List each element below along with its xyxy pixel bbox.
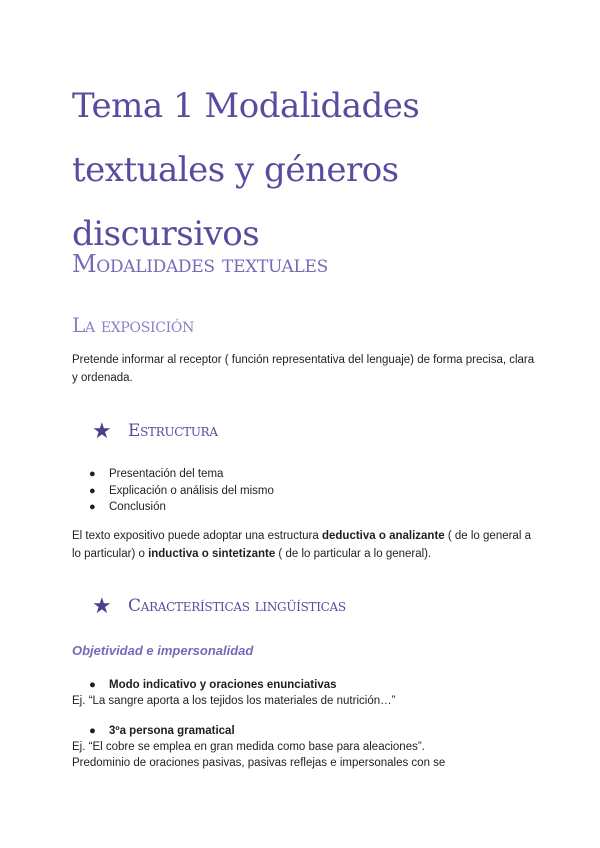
example-text: Ej. “La sangre aporta a los tejidos los materiales de nutrición…” [72,695,396,707]
estructura-paragraph: El texto expositivo puede adoptar una estructura deductiva o analizante ( de lo general a lo particular) o inductiva o sintetizante ( de lo particular a lo general). [72,530,531,560]
bullet-icon: ● [89,484,96,497]
list-item: ● Presentación del tema [72,466,274,483]
bullet-icon: ● [89,468,96,480]
estructura-heading-label: Estructura [128,421,218,441]
list-item: ● Explicación o análisis del mismo [72,483,274,500]
bold-term: inductiva o sintetizante [148,548,276,560]
star-icon: ★ [92,593,112,618]
bullet-icon: ● [89,679,96,691]
page-title: Tema 1 Modalidades textuales y géneros discursivos [72,86,420,254]
estructura-list [72,466,274,516]
bullet-icon: ● [89,501,96,513]
list-item: ● Conclusión [72,499,274,516]
paragraph: Predominio de oraciones pasivas, pasivas reflejas e impersonales con se [72,757,446,769]
caracteristicas-heading [92,595,346,617]
section-heading: Modalidades textuales [72,250,328,278]
estructura-heading [92,420,218,442]
intro-paragraph: Pretende informar al receptor ( función representativa del lenguaje) de forma precisa, clara y ordenada. [72,354,535,384]
subsection-heading: La exposición [72,313,195,337]
list-item: ● 3ºa persona gramatical [89,725,235,737]
star-icon: ★ [92,418,112,443]
example-text: Ej. “El cobre se emplea en gran medida como base para aleaciones”. [72,741,425,753]
list-item: ● Modo indicativo y oraciones enunciativas [89,679,337,691]
bullet-icon: ● [89,725,96,737]
bold-term: deductiva o analizante [321,530,445,542]
caracteristicas-heading-label: Características lingüísticas [128,596,346,616]
objetividad-subheading: Objetividad e impersonalidad [72,643,254,658]
